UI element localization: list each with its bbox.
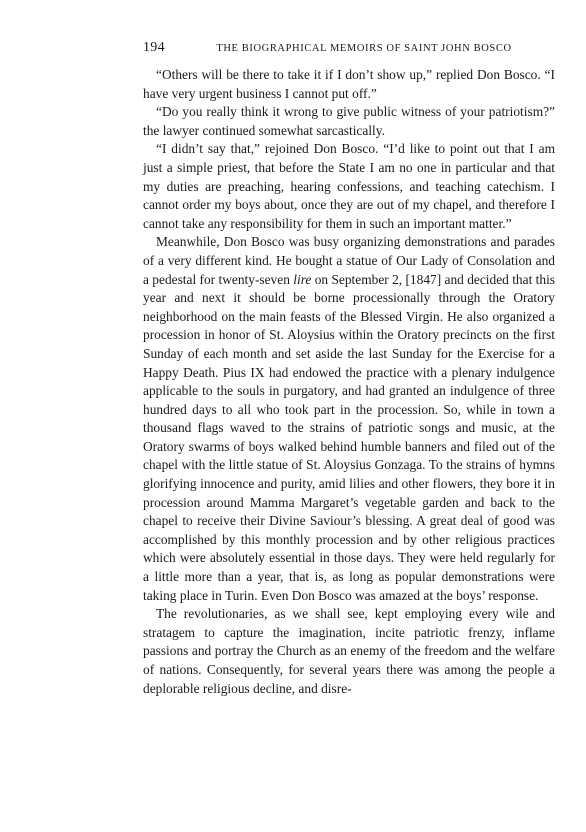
page-number: 194 — [143, 40, 165, 55]
body-text — [143, 66, 555, 698]
running-head — [143, 40, 555, 62]
italic-word: lire — [293, 271, 312, 287]
paragraph: The revolutionaries, as we shall see, kept employing every wile and stratagem to capture the imagination, incite patriotic frenzy, inflame passions and portray the Church as an enemy of the freedom and the welfare of nations. Consequently, for several years there was among the people a deplorable religious decline, and disre- — [143, 606, 555, 696]
paragraph-text: on September 2, [1847] and decided that this year and next it should be borne processionally through the Oratory neighborhood on the main feasts of the Blessed Virgin. He also organized a procession in honor of St. Aloysius within the Oratory precincts on the first Sunday of each month and set aside the last Sunday for the Exercise for a Happy Death. Pius IX had endowed the practice with a plenary indulgence applicable to the souls in purgatory, and had granted an indulgence of three hundred days to all who took part in the procession. So, while in town a thousand flags waved to the strains of patriotic songs and music, at the Oratory swarms of boys walked behind humble banners and filed out of the chapel with the little statue of St. Aloysius Gonzaga. To the strains of hymns glorifying innocence and purity, amid lilies and other flowers, they bore it in procession around Mamma Margaret’s vegetable garden and back to the chapel to receive their Divine Saviour’s blessing. A great deal of good was accomplished by this monthly procession and by other religious practices which were absolutely essential in those days. They were held regularly for a little more than a year, that is, as long as popular demonstrations were taking place in Turin. Even Don Bosco was amazed at the boys’ response. — [143, 271, 555, 603]
paragraph-text: Meanwhile, Don Bosco was busy organizing demonstrations and parades of a very different kind. He bought a statue of Our Lady of Consolation and a pedestal for twenty-seven — [143, 234, 555, 287]
running-title: THE BIOGRAPHICAL MEMOIRS OF SAINT JOHN BOSCO — [216, 43, 512, 54]
paragraph: “Others will be there to take it if I don’t show up,” replied Don Bosco. “I have very urgent business I cannot put off.” — [143, 67, 555, 101]
book-page — [143, 40, 555, 698]
paragraph: “Do you really think it wrong to give public witness of your patriotism?” the lawyer continued somewhat sarcastically. — [143, 104, 555, 138]
paragraph — [143, 233, 555, 605]
paragraph: “I didn’t say that,” rejoined Don Bosco. “I’d like to point out that I am just a simple priest, that before the State I am no one in particular and that my duties are preaching, hearing confessions, and teaching catechism. I cannot order my boys about, once they are out of my chapel, and therefore I cannot take any responsibility for them in such an important matter.” — [143, 141, 555, 231]
